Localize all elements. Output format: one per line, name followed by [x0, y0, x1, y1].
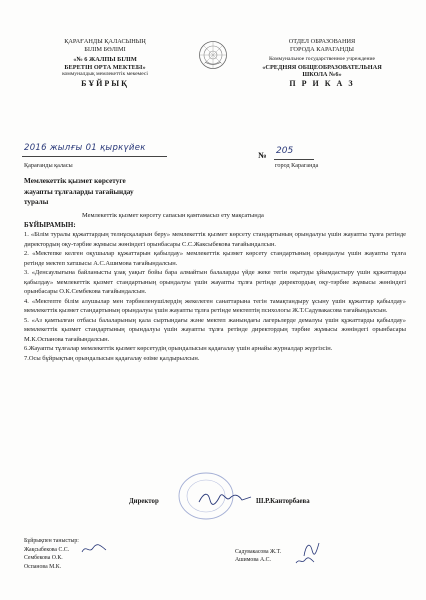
director-name: Ш.Р.Канторбаева: [256, 498, 310, 505]
order-item-6: 6.Жауапты тұлғалар мемлекеттік қызмет көрсетудің орындалысын қадағалау үшін арнайы журналдар жүргізсін.: [24, 345, 333, 352]
header-left-line1: ҚАРАҒАНДЫ ҚАЛАСЫНЫҢ: [64, 38, 146, 45]
order-item-4: 4. «Мектепте білім алушылар мен тәрбиеленушілердің жекелеген санаттарына тегін тамақтандыру ұсыну үшін құжаттар қабылдау» мемлекеттік қызмет стандартының орындалуы үшін жауапты тұлға ретінде мектептің психологы Ж.Т.Садувакасова тағайындалсын.: [24, 297, 406, 314]
place-kazakh: Қарағанды қаласы: [24, 162, 73, 169]
number-underline: [274, 159, 314, 160]
ack-name-2: Сембекова О.К.: [24, 555, 63, 562]
header-left: [20, 38, 190, 88]
date-line: [22, 143, 172, 160]
header-right-line3: Коммунальное государственное учреждение: [268, 56, 375, 63]
body-intro: Мемлекеттік қызмет көрсету сапасын қамтамасыз ету мақсатында: [82, 212, 264, 219]
order-number-handwritten: 205: [276, 146, 294, 156]
order-item-3: 3. «Денсаулығына байланысты ұзақ уақыт бойы бара алмайтын балаларды үйде жеке тегін оқытуды ұйымдастыру үшін құжаттарды қабылдау» мемлекеттік қызмет стандартының орындалуы үшін жауапты тұлға ретінде директордың оқу-тәрбие жұмысы жөніндегі орынбасары О.К.Сембекова тағайындалсын.: [24, 269, 406, 295]
header-left-line3: «№ 6 ЖАЛПЫ БІЛІМ: [73, 56, 137, 64]
date-underline: [22, 156, 167, 157]
header-left-line2: БІЛІМ БӨЛІМІ: [84, 45, 126, 53]
header-right-doc-title: П Р И К А З: [289, 78, 355, 88]
subject-line-2: жауапты тұлғаларды тағайындау: [24, 187, 134, 196]
order-subject: [24, 176, 224, 208]
header-right-line5: ШКОЛА №6»: [302, 71, 342, 79]
order-word: БҰЙЫРАМЫН:: [24, 220, 76, 229]
header-left-line5: коммуналдық мемлекеттік мекемесі: [62, 71, 148, 78]
place-russian: город Караганда: [275, 162, 319, 169]
header-left-line4: БЕРЕТІН ОРТА МЕКТЕБІ»: [64, 63, 146, 71]
order-body: [24, 211, 406, 363]
acknowledged-title: Бұйрықпен таныстыр:: [24, 538, 79, 544]
ack-name-4: Садувакасова Ж.Т.: [235, 549, 282, 555]
director-title: Директор: [129, 498, 159, 505]
ack-name-1: Жақсыбекова С.С.: [24, 547, 70, 553]
signature-icon: [80, 542, 108, 556]
order-item-1: 1. «Білім туралы құжаттардың телнұсқаларын беру» мемлекеттік қызмет көрсету стандартының орындалуы үшін жауапты тұлға ретінде директордың оқу-тәрбие жұмысы жөніндегі орынбасары С.С.Жаксыбекова тағайындалсын.: [24, 231, 406, 248]
subject-line-1: Мемлекеттік қызмет көрсетуге: [24, 177, 126, 185]
header-right-line4: «СРЕДНЯЯ ОБЩЕОБРАЗОВАТЕЛЬНАЯ: [262, 63, 382, 71]
header-left-doc-title: БҰЙРЫҚ: [81, 78, 129, 88]
date-handwritten: 2016 жылғы 01 қыркүйек: [24, 143, 146, 153]
header-right-line2: ГОРОДА КАРАГАНДЫ: [289, 45, 355, 53]
ack-name-3: Оспанова М.К.: [24, 563, 62, 570]
header-right: [232, 38, 412, 88]
ack-name-5: Ашимова А.С.: [235, 557, 271, 564]
acknowledged-right-list: [235, 548, 281, 565]
signature-icon: [294, 556, 316, 566]
director-signature-icon: [196, 488, 254, 508]
subject-line-3: туралы: [24, 198, 49, 206]
order-item-5: 5. «Аз қамтылған отбасы балаларының қала сыртындағы және мектеп жанындағы лагерьлерде демалуы үшін құжаттарды қабылдау» мемлекеттік қызмет стандартының орындалуы үшін жауапты тұлға ретінде директордың тәрбие жұмысы жөніндегі орынбасары М.К.Оспанова тағайындалсын.: [24, 316, 406, 343]
order-number-label: №: [258, 150, 267, 160]
order-item-7: 7.Осы бұйрықтың орындалысын қадағалау өзіме қалдырылсын.: [24, 354, 200, 362]
header-right-line1: ОТДЕЛ ОБРАЗОВАНИЯ: [288, 38, 356, 45]
state-emblem-icon: [198, 40, 228, 70]
order-item-2: 2. «Мектепке келген оқушылар құжаттарын қабылдау» мемлекеттік қызмет көрсету стандартының орындалуы үшін жауапты тұлға ретінде мектеп хатшысы А.С.Ашимова тағайындалсын.: [24, 250, 406, 267]
acknowledged-left-list: [24, 546, 69, 571]
